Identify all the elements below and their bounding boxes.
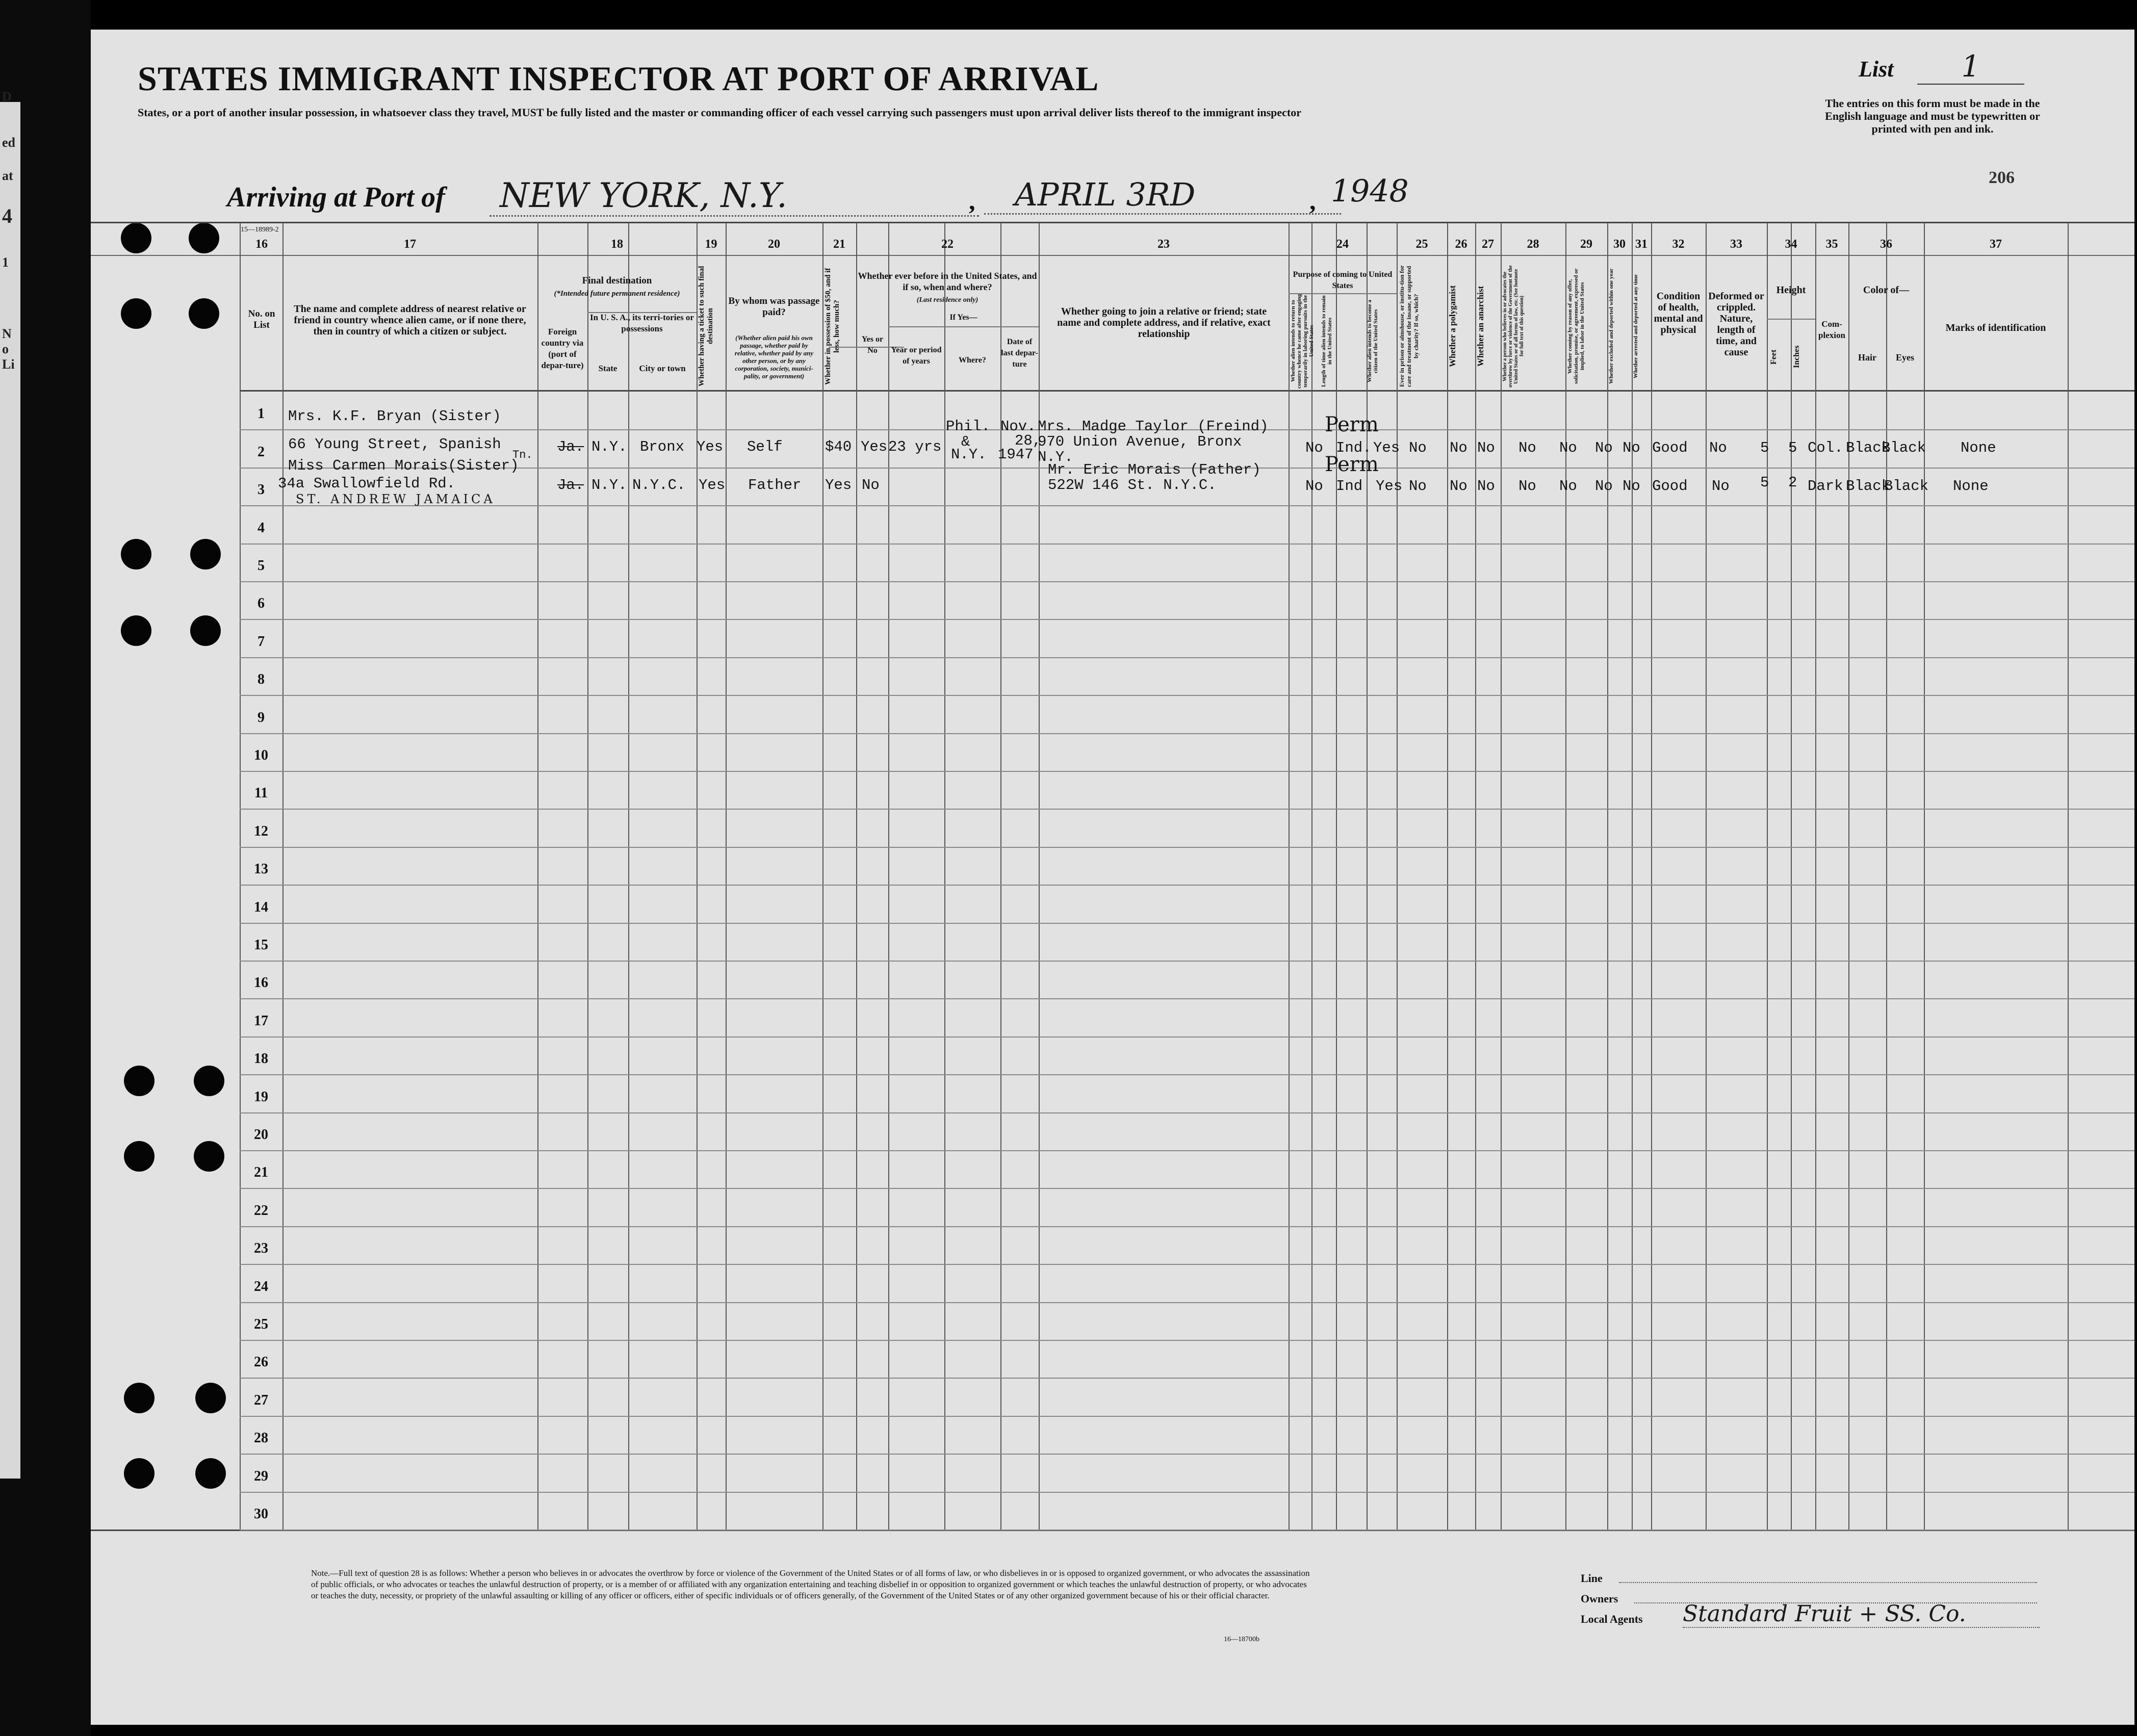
row-divider	[240, 961, 2134, 962]
column-number: 29	[1580, 238, 1592, 251]
column-number: 16	[255, 238, 268, 251]
entry1-deformed: No	[1709, 439, 1727, 456]
column-number: 25	[1415, 238, 1428, 251]
comma-separator: ,	[1309, 187, 1316, 215]
header-final-destination: Final destination	[582, 275, 652, 286]
grid-column-line	[1848, 223, 1849, 1530]
grid-column-line	[537, 223, 538, 1530]
entry2-health: Good	[1652, 478, 1688, 495]
entry1-joining-address-cont: N.Y.	[1038, 449, 1073, 465]
punch-hole	[194, 1066, 224, 1096]
header-final-destination-note: (*Intended future permanent residence)	[554, 290, 680, 298]
punch-hole	[124, 1066, 155, 1096]
margin-fragment-text: 1	[2, 255, 9, 270]
row-number: 14	[254, 899, 268, 915]
punch-hole	[190, 615, 221, 646]
entry2-feet: 5	[1760, 474, 1769, 491]
header-foreign-country: Foreign country via (port of depar-ture)	[541, 327, 584, 370]
header-overthrow: Whether a person who believes in or advocates the overthrow by force or violence of the Government of the United States or of all forms of law, etc. (See footnote for full text of this question)	[1502, 265, 1525, 387]
year-field: 1948	[1331, 173, 1409, 209]
entry2-joining-name: Mr. Eric Morais (Father)	[1048, 461, 1261, 478]
entry2-state: N.Y.	[591, 477, 627, 494]
entry1-city: Bronx	[640, 438, 685, 455]
column-number: 35	[1825, 238, 1838, 251]
row-divider	[240, 1037, 2134, 1038]
grid-column-line	[1791, 223, 1792, 1530]
row-number: 16	[254, 975, 268, 991]
row-number: 7	[258, 634, 265, 650]
manifest-sheet	[91, 30, 2134, 1725]
row-divider	[240, 733, 2134, 734]
header-divider	[888, 326, 1039, 327]
header-polygamist: Whether a polygamist	[1448, 285, 1457, 368]
entry2-relative-name: Miss Carmen Morais(Sister)	[288, 457, 519, 474]
grid-column-line	[1886, 223, 1887, 1530]
entry2-polygamist: No	[1450, 478, 1467, 495]
grid-column-line	[888, 223, 889, 1530]
entry1-before-in-us: Yes	[861, 438, 888, 455]
row-number: 18	[254, 1051, 268, 1067]
header-last-residence: (Last residence only)	[916, 296, 979, 304]
grid-column-line	[2068, 223, 2069, 1530]
entry2-labor-offer: No	[1559, 478, 1577, 495]
row-number: 5	[258, 558, 265, 574]
entry1-years: 23 yrs	[888, 438, 942, 455]
entry2-return: No	[1305, 478, 1323, 495]
entry2-passage-paid: Father	[748, 477, 802, 494]
header-divider	[1767, 319, 1815, 320]
list-number: 1	[1917, 49, 2024, 85]
column-number: 27	[1482, 238, 1494, 251]
column-number: 26	[1455, 238, 1467, 251]
row-number: 9	[258, 710, 265, 726]
entry2-relative-address: 34a Swallowfield Rd.	[278, 475, 456, 492]
row-divider	[240, 1188, 2134, 1189]
entry1-money: $40	[825, 438, 852, 455]
punch-hole	[189, 223, 219, 253]
row-divider	[240, 1492, 2134, 1493]
entry2-inches: 2	[1788, 474, 1797, 491]
row-divider	[240, 581, 2134, 582]
local-agents-label: Local Agents	[1581, 1613, 1643, 1625]
row-number: 19	[254, 1089, 268, 1105]
row-divider	[240, 809, 2134, 810]
grid-column-line	[1447, 223, 1448, 1530]
row-divider	[240, 1074, 2134, 1075]
punch-hole	[121, 223, 151, 253]
entry1-marks: None	[1961, 439, 1996, 456]
punch-hole	[195, 1458, 226, 1489]
header-date-departure: Date of last depar-ture	[1001, 338, 1038, 369]
grid-column-line	[1289, 223, 1290, 1530]
entry1-length-note: Perm	[1325, 413, 1379, 436]
entry1-anarchist: No	[1477, 439, 1495, 456]
row-divider	[240, 1416, 2134, 1417]
header-hair: Hair	[1858, 352, 1876, 362]
margin-fragment-text: at	[2, 168, 13, 183]
row-divider	[240, 885, 2134, 886]
row-number: 24	[254, 1279, 268, 1294]
date-field: APRIL 3RD	[984, 176, 1341, 215]
header-length-of-stay: Length of time alien intends to remain in the United States	[1321, 295, 1333, 387]
row-number: 3	[258, 482, 265, 498]
entry1-where-line2: &	[961, 433, 970, 450]
entry1-excluded: No	[1595, 439, 1613, 456]
column-number: 18	[611, 238, 623, 251]
column-number: 31	[1635, 238, 1647, 251]
row-divider	[240, 923, 2134, 924]
row-divider	[240, 619, 2134, 620]
local-agents-field: Standard Fruit + SS. Co.	[1683, 1601, 2040, 1628]
entry2-joining-address: 522W 146 St. N.Y.C.	[1048, 477, 1217, 494]
header-return-intent: Whether alien intends to return to country whence he came after engaging temporarily in laboring pursuits in the United States	[1290, 294, 1315, 388]
column-number: 17	[404, 238, 416, 251]
row-number: 23	[254, 1240, 268, 1256]
column-number: 30	[1613, 238, 1626, 251]
entry2-foreign-port: Ja.	[557, 477, 584, 494]
row-number: 2	[258, 444, 265, 460]
entry2-length: Ind	[1336, 478, 1363, 495]
line-field	[1619, 1582, 2037, 1583]
column-number: 28	[1527, 238, 1539, 251]
row-number: 10	[254, 747, 268, 763]
entry1-date-line1: Nov.	[1000, 418, 1036, 435]
header-purpose: Purpose of coming to United States	[1293, 270, 1393, 290]
entry2-relative-address-cont: ST. ANDREW JAMAICA	[296, 492, 496, 506]
header-prison: Ever in prison or almshouse, or institu-tion for care and treatment of the insane, or supported by charity? If so, which?	[1398, 265, 1420, 387]
form-code: 15—18989-2	[241, 226, 279, 234]
arriving-label: Arriving at Port of	[227, 182, 445, 213]
page-stamp: 206	[1989, 168, 2015, 187]
header-if-yes: If Yes—	[949, 313, 977, 322]
row-number: 26	[254, 1354, 268, 1370]
punch-hole	[124, 1383, 155, 1413]
entry2-anarchist: No	[1477, 478, 1495, 495]
grid-column-line	[587, 223, 588, 1530]
owners-label: Owners	[1581, 1592, 1618, 1605]
row-number: 15	[254, 937, 268, 953]
row-number: 17	[254, 1013, 268, 1029]
entry1-date-line3: 1947	[998, 446, 1034, 463]
grid-column-line	[1767, 223, 1768, 1530]
row-divider	[240, 543, 2134, 545]
english-language-note: The entries on this form must be made in the English language and must be typewritten or printed with pen and ink.	[1825, 97, 2040, 135]
header-feet: Feet	[1769, 349, 1778, 365]
entry1-inches: 5	[1788, 439, 1797, 456]
grid-column-line	[1706, 223, 1707, 1530]
row-divider	[240, 771, 2134, 772]
margin-fragment-text: ed	[2, 135, 15, 150]
entry2-deported: No	[1623, 478, 1640, 495]
punch-hole	[195, 1383, 226, 1413]
header-yes-or-no: Yes or No	[861, 335, 884, 355]
header-health: Condition of health, mental and physical	[1654, 291, 1703, 335]
row-number: 6	[258, 595, 265, 611]
entry2-city: N.Y.C.	[632, 477, 686, 494]
punch-hole	[189, 298, 219, 329]
grid-column-line	[1632, 223, 1633, 1530]
grid-column-line	[1397, 223, 1398, 1530]
row-number: 29	[254, 1468, 268, 1484]
column-number: 21	[833, 238, 845, 251]
grid-column-line	[697, 223, 698, 1530]
entry2-ticket: Yes	[699, 477, 726, 494]
question-28-footnote: Note.—Full text of question 28 is as follows: Whether a person who believes in or advocates the overthrow by force or violence of the Government of the United States or of all forms of law, or who disbelieves in or is opposed to organized government, or who advocates the assassination of public officials, or who advocates or teaches the unlawful destruction of property, or is a member of or affiliated with any organization entertaining and teaching disbelief in or opposition to organized government or which teaches the unlawful destruction of property, or who advocates or teaches the duty, necessity, or propriety of the unlawful assaulting or killing of any officer or officers, either of specific individuals or of officers generally, of the Government of the United States or of any other organized government because of his or their official character.	[311, 1568, 1310, 1600]
header-passage-paid-note: (Whether alien paid his own passage, whether paid by relative, whether paid by any other person, or by any corporation, society, munici-pality, or government)	[734, 334, 814, 380]
margin-fragment-text: o	[2, 342, 9, 356]
grid-column-line	[1311, 223, 1312, 1530]
column-number: 22	[941, 238, 954, 251]
row-divider	[240, 998, 2134, 999]
row-divider	[240, 1378, 2134, 1379]
header-excluded: Whether excluded and deported within one year	[1608, 268, 1614, 384]
entry1-relative-name: Mrs. K.F. Bryan (Sister)	[288, 408, 501, 425]
header-inches: Inches	[1792, 345, 1801, 369]
row-number: 13	[254, 861, 268, 877]
header-ticket: Whether having a ticket to such final destination	[698, 266, 714, 387]
punch-hole	[121, 615, 151, 646]
entry1-deported: No	[1623, 439, 1640, 456]
row-divider	[240, 1454, 2134, 1455]
entry1-joining-address: 970 Union Avenue, Bronx	[1038, 433, 1242, 450]
row-divider	[240, 1302, 2134, 1303]
row-number: 4	[258, 520, 265, 536]
grid-column-line	[944, 223, 945, 1530]
grid-column-line	[628, 223, 629, 1530]
header-year-period: Year or period of years	[891, 346, 942, 366]
entry2-eyes: Black	[1884, 478, 1929, 495]
row-number: 30	[254, 1506, 268, 1522]
header-passage-paid: By whom was passage paid?	[728, 296, 820, 318]
row-number: 12	[254, 823, 268, 839]
row-divider	[240, 1340, 2134, 1341]
entry1-return: No	[1305, 439, 1323, 456]
entry1-feet: 5	[1760, 439, 1769, 456]
row-number: 8	[258, 671, 265, 687]
column-number-border	[91, 255, 2134, 256]
entry1-health: Good	[1652, 439, 1688, 456]
grid-column-line	[1475, 223, 1476, 1530]
header-color-of: Color of—	[1863, 284, 1910, 296]
entry1-hair: Black	[1846, 439, 1891, 456]
header-no-on-list: No. on List	[248, 308, 275, 330]
header-marks: Marks of identification	[1945, 322, 2046, 333]
punch-hole	[121, 298, 151, 329]
entry2-money: Yes	[825, 477, 852, 494]
entry1-prison: No	[1409, 439, 1427, 456]
entry1-joining-name: Mrs. Madge Taylor (Freind)	[1038, 418, 1269, 435]
margin-fragment-text: N	[2, 326, 12, 341]
footer-form-code: 16—18700b	[1224, 1636, 1259, 1643]
row-number: 1	[258, 406, 265, 422]
punch-hole	[124, 1458, 155, 1489]
header-where: Where?	[959, 356, 986, 365]
entry1-length: Ind.	[1336, 439, 1372, 456]
header-fifty-dollars: Whether in possession of $50, and if less, how much?	[824, 268, 841, 385]
list-label: List	[1859, 57, 1894, 82]
column-number: 37	[1990, 238, 2002, 251]
entry1-labor-offer: No	[1559, 439, 1577, 456]
row-divider	[240, 695, 2134, 696]
entry2-citizen: Yes	[1376, 478, 1403, 495]
margin-fragment-text: D	[2, 89, 12, 104]
header-eyes: Eyes	[1896, 352, 1914, 362]
header-nearest-relative: The name and complete address of nearest relative or friend in country whence alien came, or if none there, then in country of which a citizen or subject.	[294, 303, 526, 337]
entry1-where-line3: N.Y.	[951, 446, 987, 463]
line-label: Line	[1581, 1572, 1603, 1585]
column-number: 36	[1880, 238, 1892, 251]
row-number: 11	[254, 785, 268, 801]
row-number: 25	[254, 1316, 268, 1332]
row-divider	[240, 1150, 2134, 1151]
grid-column-line	[1924, 223, 1925, 1530]
grid-column-line	[726, 223, 727, 1530]
entry2-hair: Black	[1846, 478, 1891, 495]
entry1-where-line1: Phil.	[946, 418, 991, 435]
grid-column-line	[856, 223, 857, 1530]
left-margin-strip	[0, 0, 91, 1736]
punch-hole	[121, 539, 151, 569]
grid-column-line	[282, 223, 284, 1530]
entry2-deformed: No	[1712, 478, 1730, 495]
header-deported: Whether arrested and deported at any time	[1633, 274, 1639, 378]
column-number: 33	[1730, 238, 1742, 251]
margin-fragment-text: 4	[2, 204, 12, 227]
row-divider	[240, 847, 2134, 848]
form-title: STATES IMMIGRANT INSPECTOR AT PORT OF ARRIVAL	[138, 59, 1099, 98]
header-anarchist: Whether an anarchist	[1476, 286, 1485, 367]
header-bottom-border	[240, 390, 2134, 392]
entry2-before-in-us: No	[862, 477, 880, 494]
comma-separator: ,	[969, 187, 975, 215]
grid-column-line	[240, 223, 241, 1530]
column-number: 24	[1336, 238, 1349, 251]
row-divider	[240, 657, 2134, 658]
margin-fragment-text: Li	[2, 357, 15, 372]
grid-column-line	[1815, 223, 1816, 1530]
header-state: State	[598, 364, 617, 373]
entry1-passage-paid: Self	[747, 438, 783, 455]
header-joining: Whether going to join a relative or friend; state name and complete address, and if relative, exact relationship	[1057, 306, 1271, 340]
header-labor-offer: Whether coming by reason of any offer, solicitation, promise, or agreement, expressed or implied, to labor in the United States	[1567, 268, 1585, 384]
form-subtitle: States, or a port of another insular possession, in whatsoever class they travel, MUST be fully listed and the master or commanding officer of each vessel carrying such passengers must upon arrival deliver lists thereof to the immigrant inspector	[138, 106, 1301, 119]
row-divider	[240, 1112, 2134, 1113]
entry1-ticket: Yes	[697, 438, 724, 455]
row-divider	[240, 1226, 2134, 1227]
table-top-border	[91, 222, 2134, 223]
entry2-prison: No	[1409, 478, 1427, 495]
row-number: 20	[254, 1127, 268, 1143]
grid-column-line	[1565, 223, 1566, 1530]
entry2-excluded: No	[1595, 478, 1613, 495]
header-deformed: Deformed or crippled. Nature, length of time, and cause	[1708, 291, 1764, 358]
entry1-citizen: Yes	[1373, 439, 1400, 456]
column-number: 20	[768, 238, 780, 251]
header-before-in-us: Whether ever before in the United States, and if so, when and where?	[858, 271, 1037, 292]
row-number: 28	[254, 1430, 268, 1446]
entry1-foreign-port: Ja.	[557, 438, 584, 455]
row-number: 22	[254, 1203, 268, 1219]
entry1-relative-address: 66 Young Street, Spanish	[288, 436, 501, 453]
entry2-complexion: Dark	[1808, 478, 1843, 495]
grid-column-line	[1607, 223, 1608, 1530]
entry1-complexion: Col.	[1808, 439, 1843, 456]
entry2-marks: None	[1953, 478, 1989, 495]
punch-hole	[124, 1141, 155, 1172]
entry1-polygamist: No	[1450, 439, 1467, 456]
port-field: NEW YORK, N.Y.	[490, 176, 979, 217]
row-number: 21	[254, 1164, 268, 1180]
column-number: 34	[1785, 238, 1797, 251]
entry2-length-note: Perm	[1325, 453, 1379, 476]
entry1-relative-address-cont: Tn.	[512, 449, 533, 461]
column-number: 19	[705, 238, 717, 251]
header-height: Height	[1776, 284, 1806, 296]
header-citizen-intent: Whether alien intends to become a citizen of the United States	[1367, 299, 1379, 383]
row-number: 27	[254, 1392, 268, 1408]
entry1-overthrow: No	[1518, 439, 1536, 456]
header-in-usa: In U. S. A., its terri-tories or possessions	[590, 313, 694, 333]
adjacent-page-fragment	[0, 102, 20, 1479]
header-city: City or town	[639, 364, 686, 373]
grid-column-line	[822, 223, 823, 1530]
punch-hole	[194, 1141, 224, 1172]
row-divider	[240, 1530, 2134, 1531]
row-divider	[240, 1264, 2134, 1265]
entry1-date-line2: 28,	[1015, 432, 1042, 449]
punch-hole	[190, 539, 221, 569]
grid-column-line	[1501, 223, 1502, 1530]
row-divider	[240, 505, 2134, 506]
entry2-overthrow: No	[1518, 478, 1536, 495]
entry1-state: N.Y.	[591, 438, 627, 455]
grid-column-line	[1651, 223, 1652, 1530]
entry1-eyes: Black	[1882, 439, 1926, 456]
column-number: 32	[1672, 238, 1685, 251]
column-number: 23	[1157, 238, 1170, 251]
header-complexion: Com-plexion	[1818, 319, 1845, 340]
